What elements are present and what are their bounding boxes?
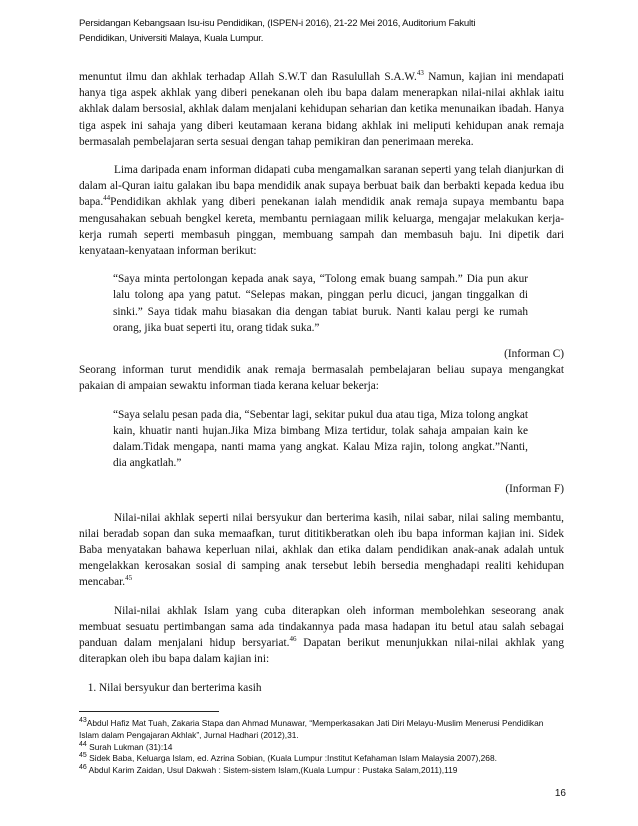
paragraph-2-text-a: Lima daripada enam informan didapati cuba mengamalkan saranan seperti yang telah dianjurkan di dalam al-Quran iaitu galakan ibu bapa mendidik anak supaya berbuat baik dan berbakti kepada kedua ibu bapa. [79, 164, 564, 209]
paragraph-5-text-b: Dapatan berikut menunjukkan nilai-nilai akhlak yang diterapkan oleh ibu bapa dalam kajian ini: [79, 637, 564, 666]
numbered-list [79, 680, 564, 696]
quote-informan-c: “Saya minta pertolongan kepada anak saya, “Tolong emak buang sampah.” Dia pun akur lalu tolong apa yang patut. “Selepas makan, pinggan perlu dicuci, jangan tinggalkan di sinki.” Saya tidak mahu biasakan dia dengan tabiat buruk. Nanti kalau pergi ke rumah orang, jika buat seperti itu, orang tidak suka.” [113, 273, 528, 334]
footnote-number: 43 [79, 717, 87, 725]
footnote-ref-46: 46 [289, 635, 297, 644]
footnote-44 [79, 742, 564, 754]
footnote-ref-44: 44 [103, 194, 111, 203]
footnote-text: Sidek Baba, Keluarga Islam, ed. Azrina Sobian, (Kuala Lumpur :Institut Kefahaman Islam Malaysia 2007),268. [86, 753, 497, 764]
paragraph-2 [79, 162, 564, 259]
paragraph-4-text: Nilai-nilai akhlak seperti nilai bersyukur dan berterima kasih, nilai sabar, nilai saling membantu, nilai beradab sopan dan suka memaafkan, turut dititikberatkan oleh ibu bapa informan kajian ini. Sidek Baba menyatakan bahawa keperluan nilai, akhlak dan etika dalam pendidikan anak-anak adalah untuk mengelakkan kerosakan sosial di samping anak tersebut lebih bersedia menghadapi realiti kehidupan mencabar. [79, 511, 564, 589]
footnote-ref-43: 43 [416, 69, 424, 78]
footnote-text: Surah Lukman (31):14 [86, 741, 173, 752]
list-item: 1. Nilai bersyukur dan berterima kasih [99, 680, 564, 696]
paragraph-2-text-b: Pendidikan akhlak yang diberi penekanan ialah mendidik anak remaja supaya membantu bapa mengusahakan sebuah bengkel kereta, membantu perniagaan milik keluarga, mengajar melakukan kerja-kerja rumah seperti membasuh pinggan, membuang sampah dan membasuh baju. Ini dipetik dari kenyataan-kenyataan informan berikut: [79, 196, 564, 258]
informan-c-label: (Informan C) [504, 348, 564, 361]
paragraph-1 [79, 69, 564, 150]
header-line-1: Persidangan Kebangsaan Isu-isu Pendidikan, (ISPEN-i 2016), 21-22 Mei 2016, Auditorium Fakulti [79, 18, 476, 29]
body-text [79, 69, 564, 707]
footnote-number: 45 [79, 752, 87, 760]
paragraph-4 [79, 510, 564, 591]
informan-f-label: (Informan F) [505, 483, 564, 496]
paragraph-3: Seorang informan turut mendidik anak remaja bermasalah pembelajaran beliau supaya mengangkat pakaian di ampaian sewaktu informan tiada kerana keluar bekerja: [79, 364, 564, 393]
quote-informan-f: “Saya selalu pesan pada dia, “Sebentar lagi, sekitar pukul dua atau tiga, Miza tolong angkat kain, khuatir nanti hujan.Jika Miza bimbang Miza tertidur, tolak sahaja ampaian kain ke dalam.Tidak mengapa, nanti mama yang angkat. Kalau Miza rajin, tolong angkat.”Nanti, dia angkatlah.” [113, 408, 528, 470]
footnote-number: 44 [79, 740, 87, 748]
paragraph-5-text-a: Nilai-nilai akhlak Islam yang cuba diterapkan oleh informan membolehkan seseorang anak membuat sesuatu pertimbangan sama ada tindakannya pada masa hadapan itu betul atau salah sebagai panduan dalam menjalani hidup bersyariat. [79, 604, 564, 650]
footnote-text: Abdul Karim Zaidan, Usul Dakwah : Sistem-sistem Islam,(Kuala Lumpur : Pustaka Salam,2011),119 [86, 765, 458, 776]
footnote-ref-45: 45 [125, 574, 133, 583]
footnote-45 [79, 753, 564, 765]
footnote-46 [79, 765, 564, 777]
page-number: 16 [554, 788, 566, 799]
paragraph-5 [79, 603, 564, 668]
footnote-text: Abdul Hafiz Mat Tuah, Zakaria Stapa dan Ahmad Munawar, “Memperkasakan Jati Diri Melayu-Muslim Menerusi Pendidikan Islam dalam Pengajaran Akhlak”, Jurnal Hadhari (2012),31. [79, 718, 544, 740]
paragraph-1-text-a: menuntut ilmu dan akhlak terhadap Allah S.W.T dan Rasulullah S.A.W. [79, 71, 417, 83]
footnote-number: 46 [79, 764, 87, 772]
paragraph-1-text-b: Namun, kajian ini mendapati hanya tiga aspek akhlak yang diberi penekanan oleh ibu bapa dalam menerapkan nilai-nilai akhlak iaitu akhlak dalam bersosial, akhlak dalam menjalani kehidupan seharian dan ketika menunaikan ibadah. Hanya tiga aspek ini sahaja yang diberi keutamaan kerana bidang akhlak ini meliputi kehidupan anak remaja bermasalah pembelajaran serta sesuai dengan tahap pemikiran dan penerimaan mereka. [79, 71, 564, 148]
footnotes [79, 711, 564, 777]
footnote-divider [79, 711, 219, 712]
footnote-43 [79, 718, 564, 742]
header-line-2: Pendidikan, Universiti Malaya, Kuala Lumpur. [79, 33, 264, 44]
page-header [79, 16, 559, 46]
